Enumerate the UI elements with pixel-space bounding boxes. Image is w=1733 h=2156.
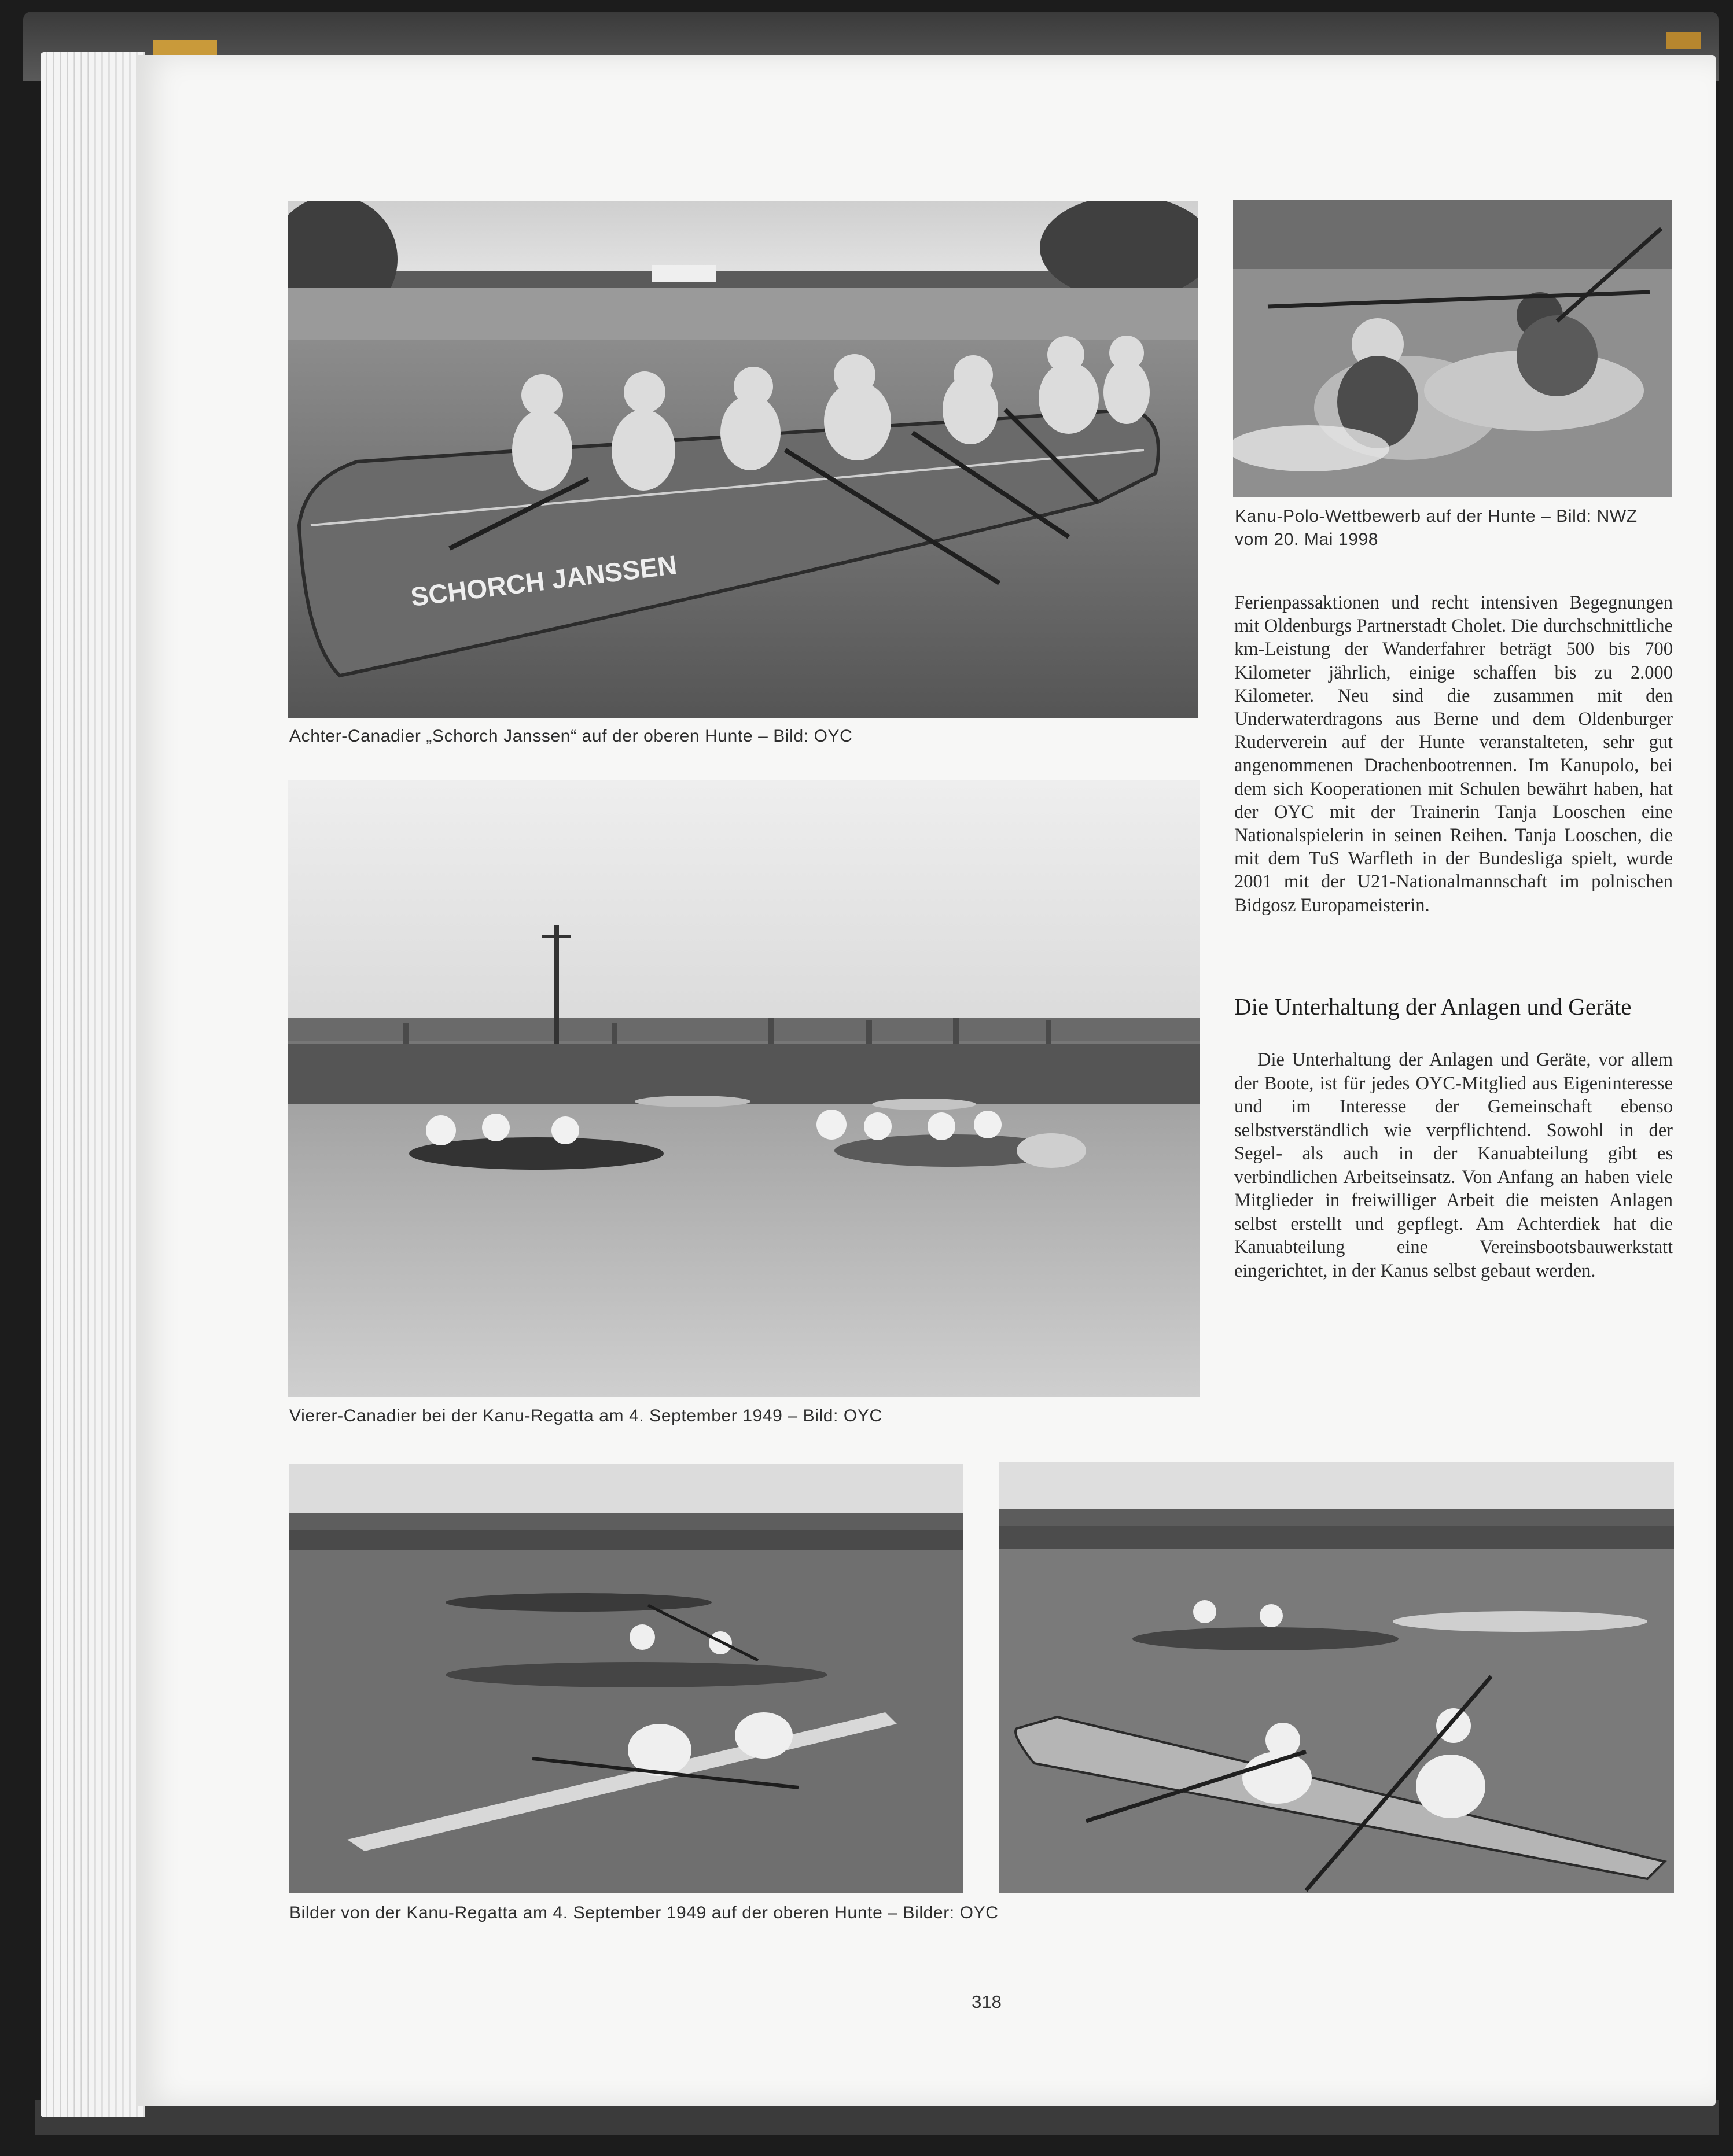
section-paragraph: Die Unterhaltung der Anlagen und Geräte, vor allem der Boote, ist für jedes OYC-Mitglied aus Eigeninteresse und im Interesse der Gemeinschaft ebenso selbstverständlich wie verpflichtend. Sowohl in der Segel- als auch in der Kanuabteilung gibt es verbindlichen Arbeitseinsatz. Von Anfang an haben viele Mitglieder in freiwilliger Arbeit die meisten Anlagen selbst erstellt und gepflegt. Am Achterdiek hat die Kanuabteilung eine Vereinsbootsbauwerkstatt eingerichtet, in der Kanus selbst gebaut werden.	[1234, 1049, 1673, 1281]
body-paragraph: Ferienpassaktionen und recht intensiven Begegnungen mit Oldenburgs Partnerstadt Cholet. Die durchschnittliche km-Leistung der Wanderfahrer beträgt 500 bis 700 Kilometer jährlich, einige schaffen bis zu 2.000 Kilometer. Neu sind die zusammen mit den Underwaterdragons aus Berne und dem Oldenburger Ruderverein auf der Hunte veranstalteten, sehr gut angenommenen Drachenbootrennen. Im Kanupolo, bei dem sich Kooperationen mit Schulen bewährt haben, hat der OYC mit der Trainerin Tanja Looschen eine Nationalspielerin in seinen Reihen. Tanja Looschen, die mit dem TuS Warfleth in der Bundesliga spielt, wurde 2001 mit der U21-Nationalmannschaft im polnischen Bidgosz Europameisterin.	[1234, 592, 1673, 916]
photo-regatta-left	[289, 1464, 963, 1893]
caption-regatta-bottom: Bilder von der Kanu-Regatta am 4. September 1949 auf der oberen Hunte – Bilder: OYC	[289, 1903, 999, 1922]
section-heading: Die Unterhaltung der Anlagen und Geräte	[1234, 993, 1632, 1020]
caption-vierer-canadier: Vierer-Canadier bei der Kanu-Regatta am 4. September 1949 – Bild: OYC	[289, 1406, 882, 1425]
cover-corner	[1666, 32, 1701, 49]
photo-achter-canadier	[288, 201, 1198, 718]
page-number: 318	[972, 1992, 1002, 2012]
photo-regatta-right	[999, 1462, 1674, 1893]
caption-achter-canadier: Achter-Canadier „Schorch Janssen“ auf der oberen Hunte – Bild: OYC	[289, 727, 853, 746]
photo-kanu-polo	[1233, 200, 1672, 497]
photo-vierer-canadier	[288, 780, 1200, 1397]
caption-kanu-polo: Kanu-Polo-Wettbewerb auf der Hunte – Bild: NWZ vom 20. Mai 1998	[1235, 507, 1638, 549]
page-edges	[41, 52, 145, 2117]
boat-name-label: SCHORCH JANSSEN	[409, 549, 679, 612]
bookmark-ribbon	[153, 40, 217, 56]
